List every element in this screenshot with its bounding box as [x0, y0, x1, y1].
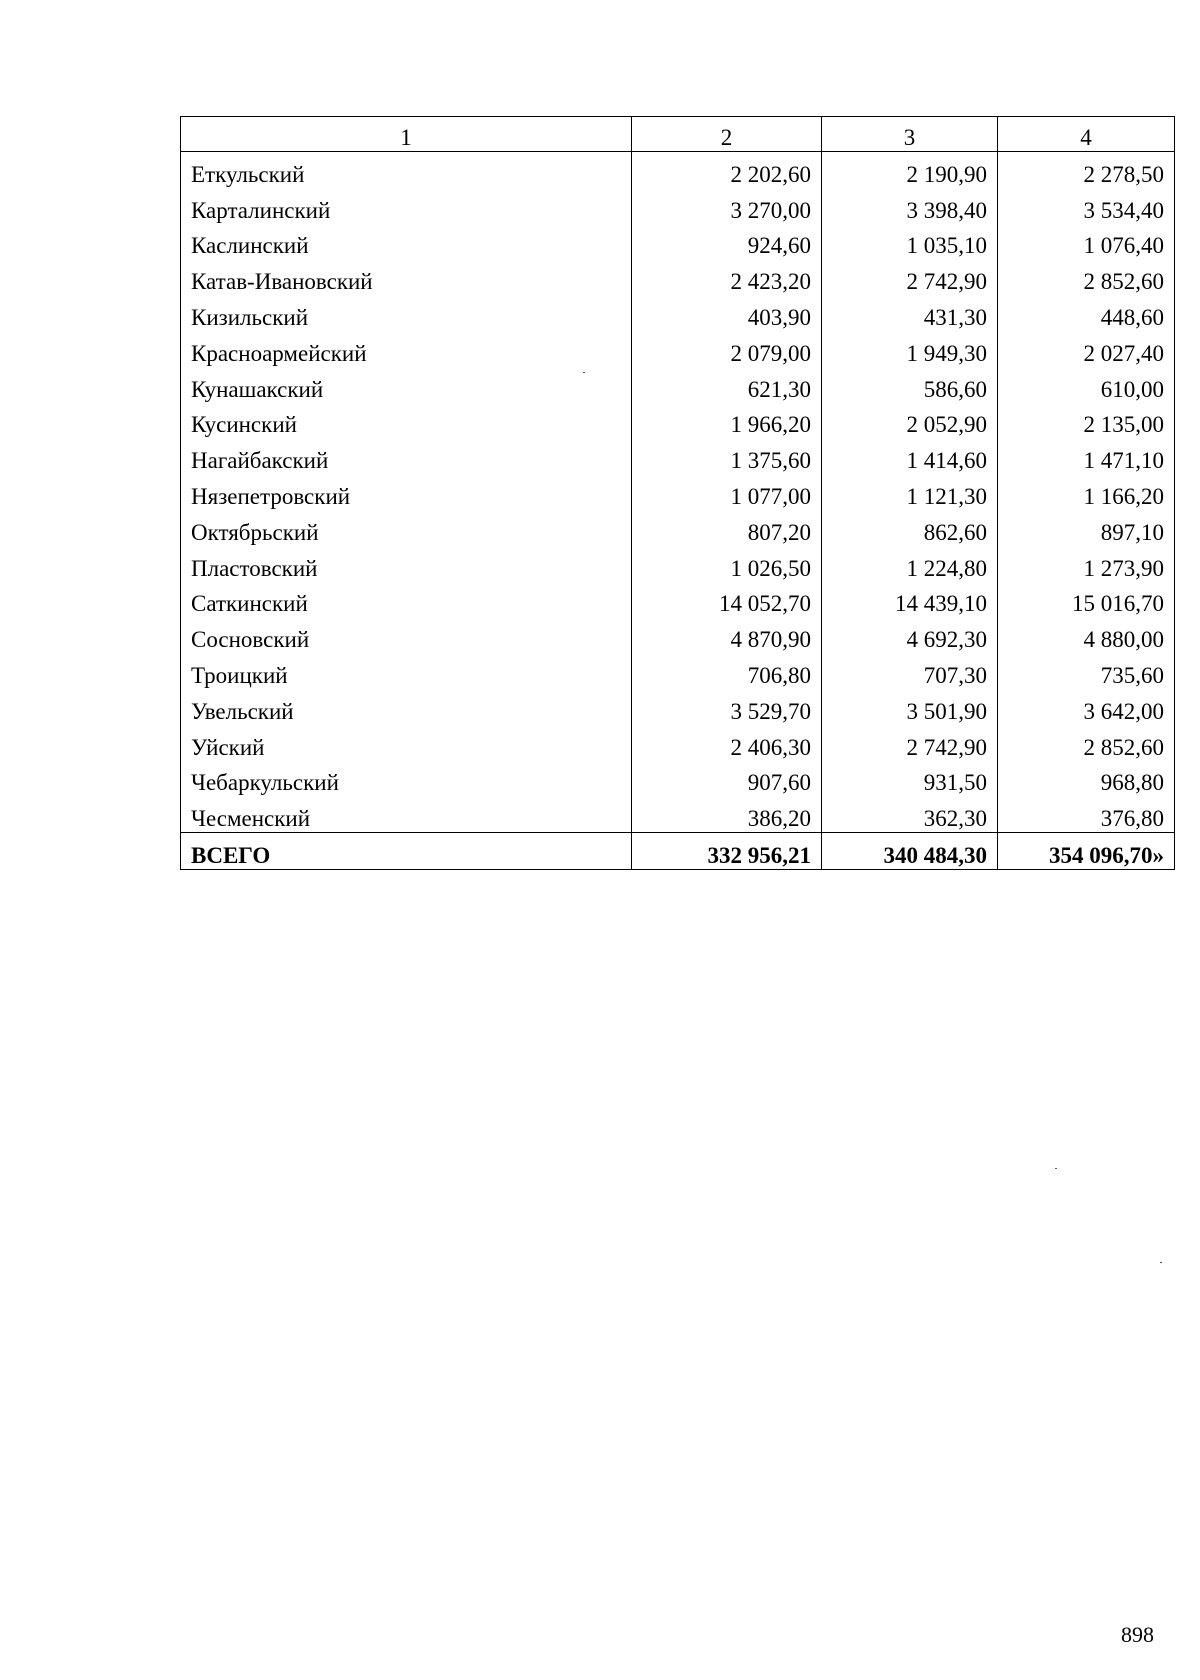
value-cell-col2: 14 052,70: [632, 582, 822, 618]
table-row: [181, 331, 1175, 367]
value-cell-col4: 1 166,20: [998, 474, 1175, 510]
table-row: [181, 403, 1175, 439]
district-name-cell: Карталинский: [181, 188, 632, 224]
table-row: [181, 796, 1175, 832]
district-name-cell: Красноармейский: [181, 331, 632, 367]
value-cell-col2: 907,60: [632, 761, 822, 797]
district-name-cell: Кунашакский: [181, 367, 632, 403]
table-row: [181, 474, 1175, 510]
value-cell-col2: 4 870,90: [632, 617, 822, 653]
budget-table: [180, 116, 1175, 870]
table-row: [181, 725, 1175, 761]
table-row: [181, 653, 1175, 689]
district-name-cell: Нязепетровский: [181, 474, 632, 510]
value-cell-col3: 4 692,30: [822, 617, 998, 653]
table-row: [181, 617, 1175, 653]
value-cell-col4: 2 278,50: [998, 152, 1175, 188]
value-cell-col2: 807,20: [632, 510, 822, 546]
district-name-cell: Нагайбакский: [181, 438, 632, 474]
value-cell-col3: 1 121,30: [822, 474, 998, 510]
district-name-cell: Катав-Ивановский: [181, 259, 632, 295]
value-cell-col4: 2 852,60: [998, 259, 1175, 295]
table-row: [181, 152, 1175, 188]
value-cell-col3: 2 742,90: [822, 259, 998, 295]
district-name-cell: Троицкий: [181, 653, 632, 689]
table-row: [181, 367, 1175, 403]
table-row: [181, 438, 1175, 474]
column-header-2: 2: [632, 117, 822, 152]
value-cell-col3: 2 190,90: [822, 152, 998, 188]
district-name-cell: Октябрьский: [181, 510, 632, 546]
table-body: [181, 117, 1175, 870]
value-cell-col3: 362,30: [822, 796, 998, 832]
value-cell-col2: 1 966,20: [632, 403, 822, 439]
value-cell-col4: 2 027,40: [998, 331, 1175, 367]
value-cell-col4: 15 016,70: [998, 582, 1175, 618]
value-cell-col4: 610,00: [998, 367, 1175, 403]
value-cell-col2: 924,60: [632, 224, 822, 260]
total-value-col4: 354 096,70»: [998, 833, 1175, 870]
value-cell-col3: 14 439,10: [822, 582, 998, 618]
value-cell-col4: 4 880,00: [998, 617, 1175, 653]
total-value-col2: 332 956,21: [632, 833, 822, 870]
page-number: 898: [1121, 1622, 1154, 1647]
table-row: [181, 761, 1175, 797]
value-cell-col2: 1 026,50: [632, 546, 822, 582]
value-cell-col3: 1 414,60: [822, 438, 998, 474]
total-row: [181, 833, 1175, 870]
value-cell-col3: 707,30: [822, 653, 998, 689]
value-cell-col2: 1 077,00: [632, 474, 822, 510]
column-header-1: 1: [181, 117, 632, 152]
column-header-4: 4: [998, 117, 1175, 152]
value-cell-col2: 3 270,00: [632, 188, 822, 224]
district-name-cell: Сосновский: [181, 617, 632, 653]
value-cell-col2: 2 423,20: [632, 259, 822, 295]
value-cell-col3: 2 742,90: [822, 725, 998, 761]
total-label-cell: ВСЕГО: [181, 833, 632, 870]
value-cell-col4: 1 076,40: [998, 224, 1175, 260]
district-name-cell: Увельский: [181, 689, 632, 725]
value-cell-col4: 897,10: [998, 510, 1175, 546]
value-cell-col4: 3 534,40: [998, 188, 1175, 224]
value-cell-col2: 2 406,30: [632, 725, 822, 761]
value-cell-col2: 2 202,60: [632, 152, 822, 188]
district-name-cell: Еткульский: [181, 152, 632, 188]
table-row: [181, 582, 1175, 618]
table-row: [181, 295, 1175, 331]
value-cell-col4: 735,60: [998, 653, 1175, 689]
value-cell-col2: 386,20: [632, 796, 822, 832]
table-header-row: [181, 117, 1175, 152]
table-row: [181, 188, 1175, 224]
table-row: [181, 546, 1175, 582]
scan-speck: [1160, 1262, 1162, 1263]
value-cell-col2: 3 529,70: [632, 689, 822, 725]
value-cell-col4: 376,80: [998, 796, 1175, 832]
district-name-cell: Каслинский: [181, 224, 632, 260]
value-cell-col3: 431,30: [822, 295, 998, 331]
value-cell-col3: 1 224,80: [822, 546, 998, 582]
district-name-cell: Чебаркульский: [181, 761, 632, 797]
value-cell-col2: 2 079,00: [632, 331, 822, 367]
value-cell-col4: 1 471,10: [998, 438, 1175, 474]
district-name-cell: Кусинский: [181, 403, 632, 439]
value-cell-col2: 706,80: [632, 653, 822, 689]
scan-speck: [583, 372, 585, 373]
value-cell-col4: 2 135,00: [998, 403, 1175, 439]
table-row: [181, 224, 1175, 260]
value-cell-col3: 3 501,90: [822, 689, 998, 725]
value-cell-col2: 403,90: [632, 295, 822, 331]
table-row: [181, 689, 1175, 725]
value-cell-col3: 1 035,10: [822, 224, 998, 260]
value-cell-col4: 3 642,00: [998, 689, 1175, 725]
district-name-cell: Саткинский: [181, 582, 632, 618]
district-name-cell: Чесменский: [181, 796, 632, 832]
value-cell-col3: 3 398,40: [822, 188, 998, 224]
value-cell-col3: 1 949,30: [822, 331, 998, 367]
value-cell-col4: 2 852,60: [998, 725, 1175, 761]
value-cell-col4: 968,80: [998, 761, 1175, 797]
district-name-cell: Пластовский: [181, 546, 632, 582]
table-row: [181, 510, 1175, 546]
column-header-3: 3: [822, 117, 998, 152]
value-cell-col3: 931,50: [822, 761, 998, 797]
district-name-cell: Кизильский: [181, 295, 632, 331]
value-cell-col2: 621,30: [632, 367, 822, 403]
value-cell-col4: 1 273,90: [998, 546, 1175, 582]
value-cell-col3: 586,60: [822, 367, 998, 403]
district-name-cell: Уйский: [181, 725, 632, 761]
table-row: [181, 259, 1175, 295]
total-value-col3: 340 484,30: [822, 833, 998, 870]
value-cell-col2: 1 375,60: [632, 438, 822, 474]
scan-speck: [1055, 1168, 1057, 1169]
value-cell-col4: 448,60: [998, 295, 1175, 331]
value-cell-col3: 862,60: [822, 510, 998, 546]
value-cell-col3: 2 052,90: [822, 403, 998, 439]
